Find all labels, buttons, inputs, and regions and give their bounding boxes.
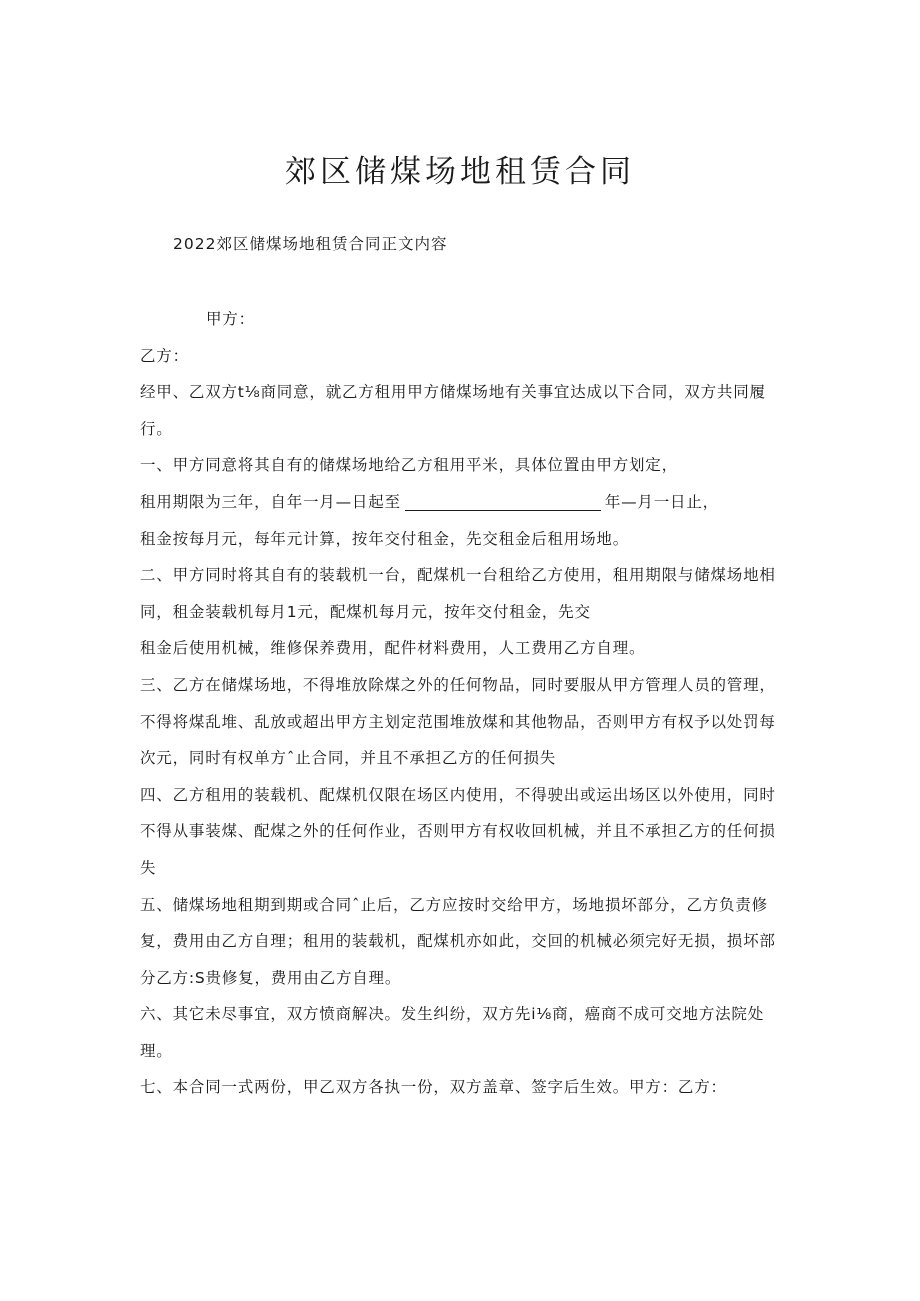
clause-6: 六、其它未尽事宜，双方愤商解决。发生纠纷，双方先i⅛商，癌商不成可交地方法院处理。: [140, 1005, 765, 1060]
clause-1-term-end: 年—月一日止，: [604, 492, 719, 511]
clause-1-line-1: 一、甲方同意将其自有的储煤场地给乙方租用平米，具体位置由甲方划定，: [140, 456, 678, 475]
clause-4: 四、乙方租用的装载机、配煤机仅限在场区内使用，不得驶出或运出场区以外使用，同时不得从事装煤、配煤之外的任何作业，否则甲方有权收回机械，并且不承担乙方的任何损失: [140, 785, 776, 877]
intro-paragraph: 经甲、乙双方t⅛商同意，就乙方租用甲方储煤场地有关事宜达成以下合同，双方共同履行。: [140, 383, 766, 438]
clause-3: 三、乙方在储煤场地，不得堆放除煤之外的任何物品，同时要服从甲方管理人员的管理，不得将煤乱堆、乱放或超出甲方主划定范围堆放煤和其他物品，否则甲方有权予以处罚每次元，同时有权单方ˆ止合同，并且不承担乙方的任何损失: [140, 675, 776, 768]
clause-1-term-start: 租用期限为三年，自年一月—日起至: [140, 492, 401, 511]
party-b-label: 乙方：: [140, 346, 189, 365]
clause-7: 七、本合同一式两份，甲乙双方各执一份，双方盖章、签字后生效。甲方：乙方：: [140, 1078, 727, 1097]
clause-5: 五、储煤场地租期到期或合同ˆ止后，乙方应按时交给甲方，场地损坏部分，乙方负责修复，费用由乙方自理；租用的装载机，配煤机亦如此，交回的机械必须完好无损，损坏部分乙方:S贵修复，费用由乙方自理。: [140, 895, 776, 987]
blank-underline: [405, 492, 601, 511]
clause-1-line-3: 租金按每月元，每年元计算，按年交付租金，先交租金后租用场地。: [140, 529, 630, 548]
clause-2-part-1: 二、甲方同时将其自有的装载机一台，配煤机一台租给乙方使用，租用期限与储煤场地相同，租金装载机每月1元，配煤机每月元，按年交付租金，先交: [140, 566, 776, 621]
clause-1-line-2: [140, 484, 782, 521]
clause-2-part-2: 租金后使用机械，维修保养费用，配件材料费用，人工费用乙方自理。: [140, 639, 646, 658]
contract-body: [140, 301, 782, 1106]
document-title: 郊区储煤场地租赁合同: [285, 154, 635, 190]
document-subtitle: 2022郊区储煤场地租赁合同正文内容: [173, 235, 448, 253]
party-a-label: 甲方：: [206, 310, 255, 328]
